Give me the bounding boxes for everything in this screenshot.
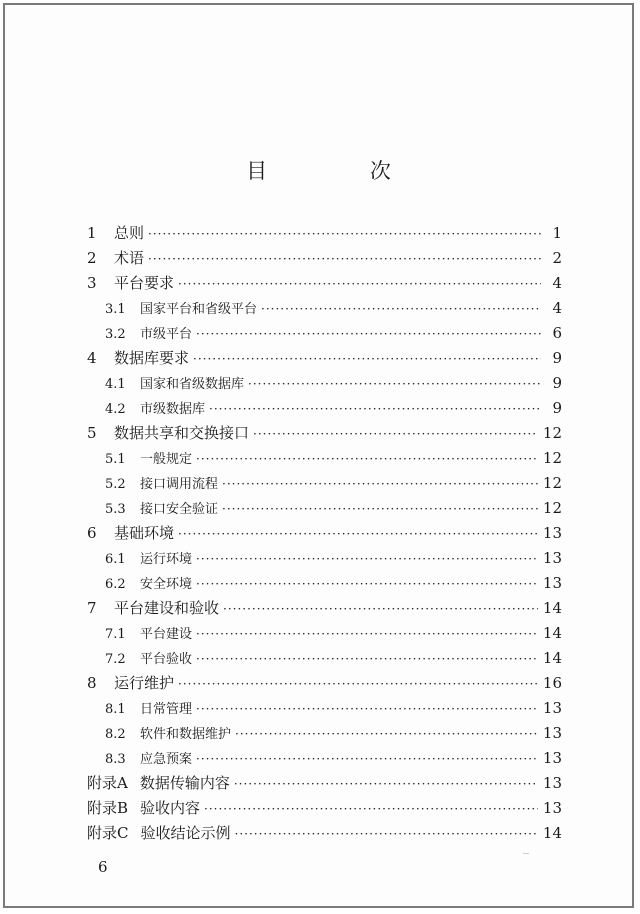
toc-entry-label: 数据共享和交换接口 [114, 424, 250, 442]
toc-leader-dots [196, 547, 538, 572]
toc-entry-page: 16 [542, 674, 562, 692]
toc-entry-label: 接口调用流程 [140, 477, 219, 492]
toc-entry-number: 3.1 [105, 302, 126, 317]
toc-entry [87, 221, 562, 246]
scan-speck [523, 853, 529, 854]
toc-entry [87, 321, 562, 346]
toc-entry-number: 8 [87, 674, 97, 692]
toc-entry-page: 13 [542, 749, 562, 767]
toc-leader-dots [253, 422, 538, 447]
toc-leader-dots [235, 822, 538, 847]
toc-entry-label: 软件和数据维护 [140, 727, 232, 742]
toc-entry-page: 14 [542, 624, 562, 642]
toc-leader-dots [196, 697, 538, 722]
toc-entry-label: 日常管理 [140, 702, 193, 717]
toc-entry-number: 6.2 [105, 577, 126, 592]
toc-leader-dots [148, 247, 541, 272]
page-number: 6 [98, 858, 108, 876]
toc-entry [87, 396, 562, 421]
toc-entry-page: 1 [552, 224, 562, 242]
toc-entry-page: 12 [542, 424, 562, 442]
toc-entry-number: 8.1 [105, 702, 126, 717]
toc-entry-page: 13 [542, 774, 562, 792]
toc-entry-number: 5.3 [105, 502, 126, 517]
toc-entry-label: 国家和省级数据库 [140, 377, 245, 392]
toc-leader-dots [261, 297, 541, 322]
toc-entry-number: 5 [87, 424, 97, 442]
toc-entry-label: 数据传输内容 [139, 774, 230, 792]
toc-entry-page: 9 [552, 374, 562, 392]
toc-entry [87, 446, 562, 471]
toc-entry-number: 1 [87, 224, 97, 242]
toc-leader-dots [196, 647, 538, 672]
toc-entry-number: 2 [87, 249, 97, 267]
toc-entry-label: 运行环境 [140, 552, 193, 567]
toc-entry-label: 一般规定 [140, 452, 193, 467]
toc-entry [87, 596, 562, 621]
toc-entry-number: 3 [87, 274, 97, 292]
toc-entry-number: 4 [87, 349, 97, 367]
toc-entry-number: 5.1 [105, 452, 126, 467]
toc-entry-number: 3.2 [105, 327, 126, 342]
toc-entry [87, 471, 562, 496]
toc-entry-label: 数据库要求 [114, 349, 190, 367]
toc-leader-dots [196, 447, 538, 472]
toc-entry-page: 14 [542, 649, 562, 667]
toc-entry [87, 346, 562, 371]
toc-entry-page: 13 [542, 524, 562, 542]
toc-entry-label: 应急预案 [140, 752, 193, 767]
toc-entry-page: 9 [552, 399, 562, 417]
toc-entry-number: 7.1 [105, 627, 126, 642]
toc-entry-number: 附录B [87, 799, 129, 817]
toc-entry-number: 7 [87, 599, 97, 617]
toc-entry [87, 796, 562, 821]
toc-entry-label: 平台验收 [140, 652, 193, 667]
toc-entry [87, 821, 562, 846]
toc-entry-page: 12 [542, 499, 562, 517]
toc-entry-number: 8.2 [105, 727, 126, 742]
toc-entry-number: 附录A [87, 774, 128, 792]
toc-entry-label: 安全环境 [140, 577, 193, 592]
toc-entry-label: 术语 [114, 249, 145, 267]
toc-entry [87, 271, 562, 296]
toc-entry-number: 6 [87, 524, 97, 542]
toc-entry [87, 671, 562, 696]
toc-entry [87, 646, 562, 671]
toc-entry-label: 市级数据库 [140, 402, 206, 417]
toc-entry-page: 2 [552, 249, 562, 267]
toc-entry [87, 746, 562, 771]
toc-entry-page: 4 [552, 274, 562, 292]
toc-entry [87, 721, 562, 746]
toc-entry-number: 4.2 [105, 402, 126, 417]
toc-entry-number: 5.2 [105, 477, 126, 492]
toc-entry-page: 6 [552, 324, 562, 342]
toc-leader-dots [148, 222, 541, 247]
toc-leader-dots [193, 347, 541, 372]
toc-entry [87, 771, 562, 796]
toc-leader-dots [178, 272, 541, 297]
toc-entry-label: 平台建设 [140, 627, 193, 642]
toc-entry-label: 接口安全验证 [140, 502, 219, 517]
toc-entry-label: 验收内容 [140, 799, 201, 817]
toc-entry-label: 平台建设和验收 [114, 599, 220, 617]
toc-entry [87, 296, 562, 321]
toc-leader-dots [234, 772, 538, 797]
toc-leader-dots [178, 672, 538, 697]
toc-leader-dots [204, 797, 538, 822]
toc-leader-dots [235, 722, 538, 747]
toc-entry-label: 总则 [114, 224, 145, 242]
toc-entry [87, 496, 562, 521]
toc-leader-dots [178, 522, 538, 547]
toc-entry-label: 运行维护 [114, 674, 175, 692]
toc-entry-label: 平台要求 [114, 274, 175, 292]
toc-entry-page: 14 [542, 824, 562, 842]
toc-entry-page: 13 [542, 549, 562, 567]
toc-leader-dots [209, 397, 541, 422]
toc-entry [87, 696, 562, 721]
toc-entry [87, 246, 562, 271]
toc-leader-dots [222, 497, 538, 522]
toc-entry-label: 市级平台 [140, 327, 193, 342]
toc-leader-dots [196, 322, 541, 347]
toc-entry-page: 13 [542, 699, 562, 717]
toc-entry-label: 验收结论示例 [140, 824, 231, 842]
page-title: 目 次 [246, 159, 439, 183]
toc-entry-page: 13 [542, 574, 562, 592]
toc-leader-dots [222, 472, 538, 497]
toc-entry [87, 571, 562, 596]
toc-entry-page: 13 [542, 724, 562, 742]
toc-entry [87, 621, 562, 646]
toc-entry [87, 546, 562, 571]
toc-entry-number: 6.1 [105, 552, 126, 567]
toc-entry [87, 371, 562, 396]
toc-entry-page: 12 [542, 474, 562, 492]
toc-entry-label: 基础环境 [114, 524, 175, 542]
toc-entry-number: 4.1 [105, 377, 126, 392]
toc-entry [87, 421, 562, 446]
table-of-contents [87, 221, 562, 846]
toc-entry [87, 521, 562, 546]
toc-entry-page: 4 [552, 299, 562, 317]
toc-leader-dots [223, 597, 538, 622]
document-page [3, 3, 634, 908]
toc-entry-number: 附录C [87, 824, 129, 842]
toc-leader-dots [248, 372, 541, 397]
toc-entry-page: 12 [542, 449, 562, 467]
toc-leader-dots [196, 622, 538, 647]
toc-entry-number: 8.3 [105, 752, 126, 767]
toc-entry-page: 13 [542, 799, 562, 817]
toc-entry-number: 7.2 [105, 652, 126, 667]
toc-leader-dots [196, 572, 538, 597]
toc-entry-page: 14 [542, 599, 562, 617]
toc-entry-label: 国家平台和省级平台 [140, 302, 258, 317]
toc-leader-dots [196, 747, 538, 772]
toc-entry-page: 9 [552, 349, 562, 367]
